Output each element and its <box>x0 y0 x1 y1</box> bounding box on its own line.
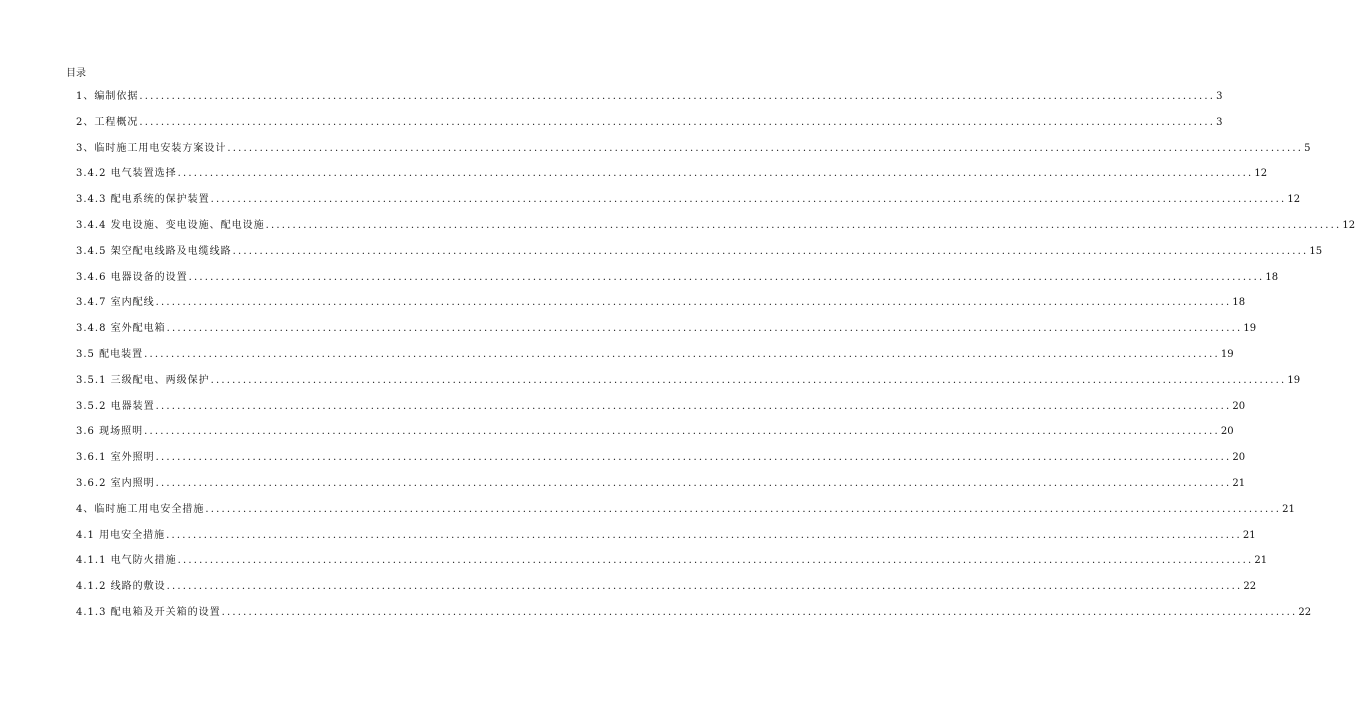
toc-leader-dots: ........................................................................................................................................................................................................ <box>166 581 1243 593</box>
toc-entry[interactable] <box>76 242 1323 268</box>
toc-page-number: 21 <box>1242 529 1256 541</box>
toc-entry-text: 3.4.7 室内配线 <box>76 297 155 309</box>
toc-entry[interactable] <box>76 577 1257 603</box>
toc-leader-dots: ........................................................................................................................................................................................................ <box>139 116 1216 128</box>
toc-title: 目录 <box>66 68 86 79</box>
toc-leader-dots: ........................................................................................................................................................................................................ <box>155 477 1232 489</box>
toc-entry-text: 3.5.2 电器装置 <box>76 400 155 412</box>
toc-entry-text: 4、临时施工用电安全措施 <box>76 503 205 515</box>
toc-entry[interactable] <box>76 526 1256 552</box>
toc-leader-dots: ........................................................................................................................................................................................................ <box>144 426 1220 438</box>
toc-entry-text: 3.4.4 发电设施、变电设施、配电设施 <box>76 219 265 231</box>
toc-entry[interactable] <box>76 113 1223 139</box>
toc-entry-text: 2、工程概况 <box>76 116 139 128</box>
toc-leader-dots: ........................................................................................................................................................................................................ <box>166 529 1242 541</box>
toc-entry-text: 1、编制依据 <box>76 91 139 102</box>
toc-entry[interactable] <box>76 474 1246 500</box>
toc-leader-dots: ........................................................................................................................................................................................................ <box>210 194 1287 206</box>
toc-entry[interactable] <box>76 448 1246 474</box>
toc-leader-dots: ........................................................................................................................................................................................................ <box>210 374 1287 386</box>
toc-page-number: 3 <box>1216 116 1223 128</box>
toc-leader-dots: ........................................................................................................................................................................................................ <box>177 555 1254 567</box>
toc-page-number: 20 <box>1220 426 1234 438</box>
toc-leader-dots: ........................................................................................................................................................................................................ <box>155 297 1232 309</box>
toc-page-number: 12 <box>1287 194 1301 206</box>
toc-page-number: 20 <box>1232 452 1246 464</box>
toc-leader-dots: ........................................................................................................................................................................................................ <box>227 142 1304 154</box>
toc-entry-text: 4.1.2 线路的敷设 <box>76 581 166 593</box>
toc-page-number: 22 <box>1243 581 1257 593</box>
toc-page-number: 21 <box>1254 555 1268 567</box>
toc-entry-text: 4.1.3 配电箱及开关箱的设置 <box>76 606 221 618</box>
toc-leader-dots: ........................................................................................................................................................................................................ <box>144 348 1220 360</box>
toc-entry-text: 3.4.6 电器设备的设置 <box>76 271 188 283</box>
toc-entry[interactable] <box>76 551 1268 577</box>
toc-leader-dots: ........................................................................................................................................................................................................ <box>155 400 1232 412</box>
toc-list <box>76 87 1355 629</box>
toc-entry-text: 3、临时施工用电安装方案设计 <box>76 142 227 154</box>
toc-page-number: 21 <box>1282 503 1295 515</box>
toc-leader-dots: ........................................................................................................................................................................................................ <box>205 503 1282 515</box>
toc-page-number: 19 <box>1287 374 1301 386</box>
toc-leader-dots: ........................................................................................................................................................................................................ <box>221 606 1298 618</box>
toc-entry-text: 3.4.2 电气装置选择 <box>76 168 177 180</box>
toc-entry[interactable] <box>76 397 1246 423</box>
toc-entry[interactable] <box>76 164 1268 190</box>
toc-leader-dots: ........................................................................................................................................................................................................ <box>265 219 1342 231</box>
toc-entry[interactable] <box>76 345 1234 371</box>
toc-page-number: 19 <box>1220 348 1234 360</box>
toc-page-number: 3 <box>1216 91 1223 102</box>
toc-entry[interactable] <box>76 500 1295 526</box>
toc-entry-text: 4.1 用电安全措施 <box>76 529 166 541</box>
toc-entry[interactable] <box>76 603 1312 629</box>
toc-entry[interactable] <box>76 371 1301 397</box>
toc-page-number: 15 <box>1309 245 1323 257</box>
toc-entry-text: 3.6.2 室内照明 <box>76 477 155 489</box>
toc-entry[interactable] <box>76 87 1223 113</box>
toc-entry[interactable] <box>76 190 1301 216</box>
toc-leader-dots: ........................................................................................................................................................................................................ <box>139 91 1216 102</box>
toc-leader-dots: ........................................................................................................................................................................................................ <box>155 452 1232 464</box>
toc-entry-text: 3.6.1 室外照明 <box>76 452 155 464</box>
toc-leader-dots: ........................................................................................................................................................................................................ <box>166 323 1243 335</box>
toc-page-number: 18 <box>1232 297 1246 309</box>
toc-entry-text: 3.4.5 架空配电线路及电缆线路 <box>76 245 232 257</box>
toc-page-number: 19 <box>1243 323 1257 335</box>
toc-entry[interactable] <box>76 139 1311 165</box>
toc-page-number: 5 <box>1304 142 1311 154</box>
toc-entry-text: 3.6 现场照明 <box>76 426 144 438</box>
toc-page-number: 12 <box>1342 219 1355 231</box>
toc-entry[interactable] <box>76 293 1246 319</box>
toc-leader-dots: ........................................................................................................................................................................................................ <box>232 245 1309 257</box>
toc-leader-dots: ........................................................................................................................................................................................................ <box>177 168 1254 180</box>
toc-entry-text: 4.1.1 电气防火措施 <box>76 555 177 567</box>
toc-entry-text: 3.4.8 室外配电箱 <box>76 323 166 335</box>
toc-page-number: 18 <box>1265 271 1279 283</box>
toc-entry-text: 3.5 配电装置 <box>76 348 144 360</box>
toc-page-number: 22 <box>1298 606 1312 618</box>
toc-page-number: 12 <box>1254 168 1268 180</box>
toc-entry-text: 3.5.1 三级配电、两级保护 <box>76 374 210 386</box>
toc-leader-dots: ........................................................................................................................................................................................................ <box>188 271 1265 283</box>
toc-entry-text: 3.4.3 配电系统的保护装置 <box>76 194 210 206</box>
toc-entry[interactable] <box>76 422 1234 448</box>
toc-page-number: 20 <box>1232 400 1246 412</box>
toc-page-number: 21 <box>1232 477 1246 489</box>
toc-entry[interactable] <box>76 319 1257 345</box>
toc-entry[interactable] <box>76 268 1279 294</box>
toc-entry[interactable] <box>76 216 1355 242</box>
